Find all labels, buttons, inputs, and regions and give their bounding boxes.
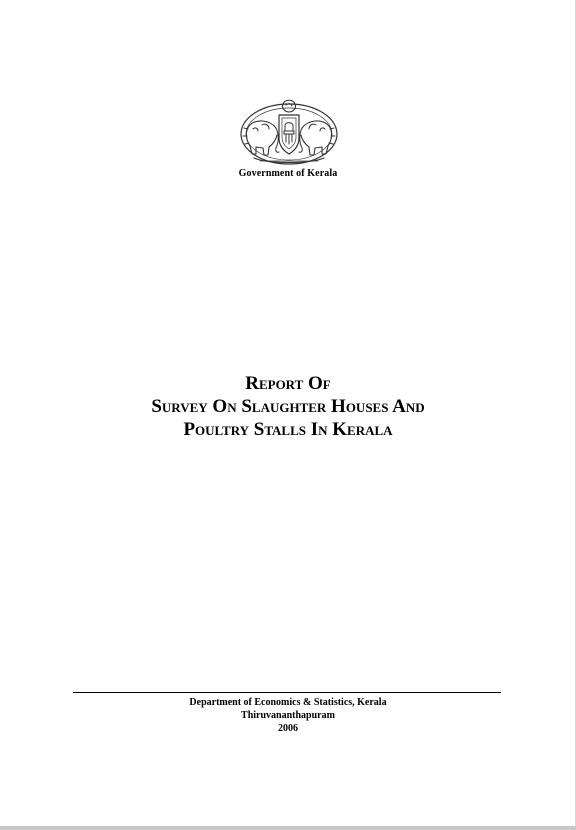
kerala-state-emblem-icon [236,98,342,168]
publisher-block [0,696,576,735]
government-label: Government of Kerala [238,168,338,179]
page-bottom-edge [0,826,576,830]
department-name: Department of Economics & Statistics, Kerala [189,697,387,708]
publication-year: 2006 [278,723,298,734]
title-line-2: Survey On Slaughter Houses And [151,396,425,417]
footer-divider [73,692,501,693]
title-line-1: Report Of [245,373,331,394]
title-line-3: Poultry Stalls In Kerala [183,419,393,440]
report-title [0,372,576,441]
publisher-city: Thiruvananthapuram [241,710,335,721]
